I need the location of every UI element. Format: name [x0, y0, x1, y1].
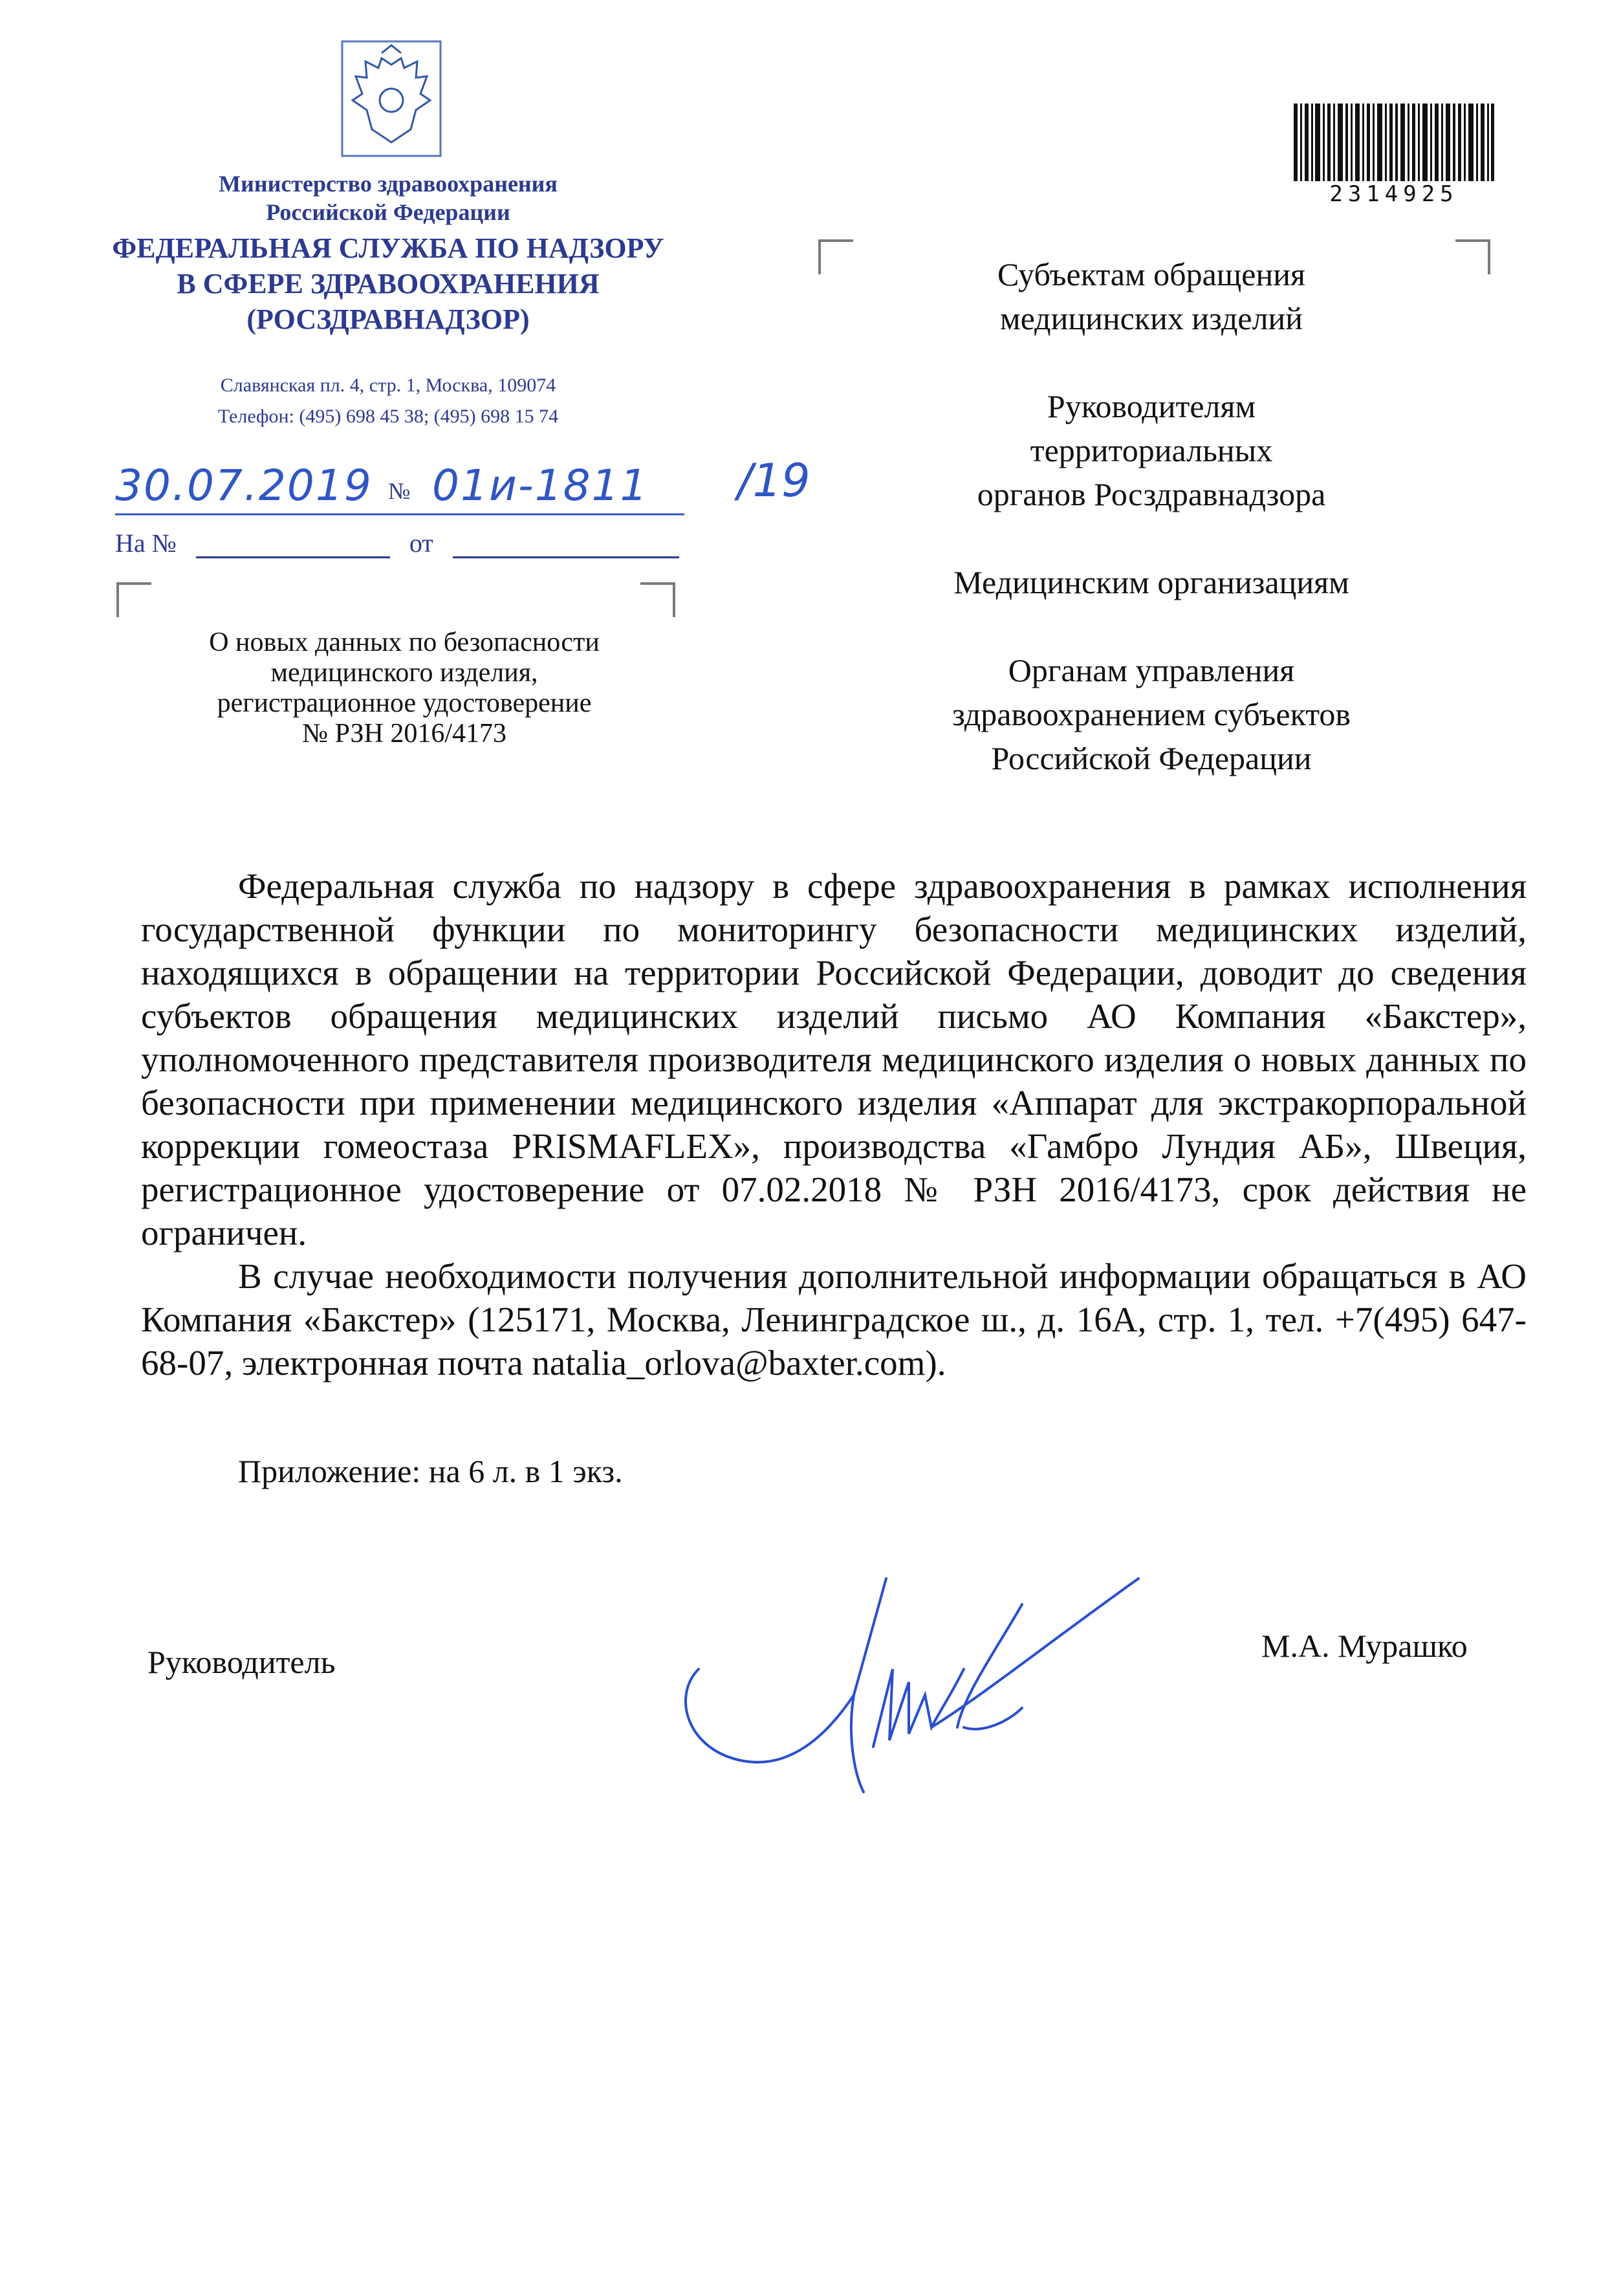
registration-underline: [115, 511, 697, 518]
subject-bracket-left: [116, 582, 151, 617]
subject-bracket-right: [640, 582, 675, 617]
registration-date: 30.07.2019: [115, 461, 373, 510]
ref-from-label: от: [409, 529, 433, 558]
body-paragraph-2: В случае необходимости получения дополнительной информации обращаться в АО Компания «Бакстер» (125171, Москва, Ленинградское ш., д. 16А, стр. 1, тел. +7(495) 647-68-07, электронная почта natalia_orlova@baxter.com).: [141, 1256, 1527, 1383]
letterhead-address: [97, 370, 679, 432]
subject-line1: О новых данных по безопасности: [209, 628, 600, 657]
addressee-line: территориальных: [1030, 432, 1273, 468]
service-line2: В СФЕРЕ ЗДРАВООХРАНЕНИЯ: [177, 268, 600, 300]
phone-line: Телефон: (495) 698 45 38; (495) 698 15 74: [217, 406, 559, 427]
addressee-line: Субъектам обращения: [997, 256, 1305, 292]
handwritten-signature: [660, 1501, 1151, 1811]
letter-subject: [123, 628, 686, 749]
ref-date-field: [453, 533, 679, 558]
addressee-line: Медицинским организациям: [953, 564, 1349, 600]
subject-line3: регистрационное удостоверение: [217, 688, 592, 718]
address-line: Славянская пл. 4, стр. 1, Москва, 109074: [220, 375, 556, 396]
body-paragraph-1: Федеральная служба по надзору в сфере здравоохранения в рамках исполнения государственной функции по мониторингу безопасности медицинских изделий, находящихся в обращении на территории Российской Федерации, доводит до сведения субъектов обращения медицинских изделий письмо АО Компания «Бакстер», уполномоченного представителя производителя медицинского изделия о новых данных по безопасности при применении медицинского изделия «Аппарат для экстракорпоральной коррекции гомеостаза PRISMAFLEX», производства «Гамбро Лундия АБ», Швеция, регистрационное удостоверение от 07.02.2018 № РЗН 2016/4173, срок действия не ограничен.: [141, 866, 1527, 1252]
addressee-line: Российской Федерации: [991, 740, 1312, 776]
attachment-note: Приложение: на 6 л. в 1 экз.: [238, 1453, 623, 1489]
addressee-bracket-left: [818, 239, 853, 274]
signer-role: Руководитель: [147, 1644, 336, 1680]
letter-body: [141, 864, 1527, 1384]
ministry-line2: Российской Федерации: [266, 199, 510, 225]
service-name: [65, 230, 712, 337]
addressee-item: [860, 384, 1442, 516]
addressees: [860, 252, 1442, 780]
addressee-item: [860, 648, 1442, 780]
registration-number: 01и-1811: [432, 461, 649, 510]
addressee-line: здравоохранением субъектов: [952, 696, 1351, 732]
signer-name: М.А. Мурашко: [1261, 1628, 1468, 1664]
addressee-item: [860, 560, 1442, 604]
service-line3: (РОСЗДРАВНАДЗОР): [246, 303, 530, 335]
addressee-line: органов Росздравнадзора: [977, 476, 1326, 512]
addressee-item: [860, 252, 1442, 340]
registration-number-suffix: /19: [737, 454, 810, 507]
number-sign: №: [388, 478, 411, 504]
addressee-line: Руководителям: [1047, 388, 1256, 424]
barcode-number: 2314925: [1329, 181, 1459, 207]
reference-row: [115, 528, 679, 558]
subject-line2: медицинского изделия,: [270, 658, 538, 688]
ministry-line1: Министерство здравоохранения: [219, 171, 558, 197]
service-line1: ФЕДЕРАЛЬНАЯ СЛУЖБА ПО НАДЗОРУ: [112, 232, 664, 264]
ref-label: На №: [115, 529, 177, 558]
addressee-bracket-right: [1455, 239, 1490, 274]
ministry-name: [97, 169, 679, 226]
ref-number-field: [196, 533, 390, 558]
addressee-line: Органам управления: [1008, 652, 1295, 688]
barcode-icon: [1294, 104, 1494, 181]
addressee-line: медицинских изделий: [999, 300, 1303, 336]
coat-of-arms-icon: [340, 39, 443, 159]
subject-line4: № РЗН 2016/4173: [302, 719, 506, 749]
